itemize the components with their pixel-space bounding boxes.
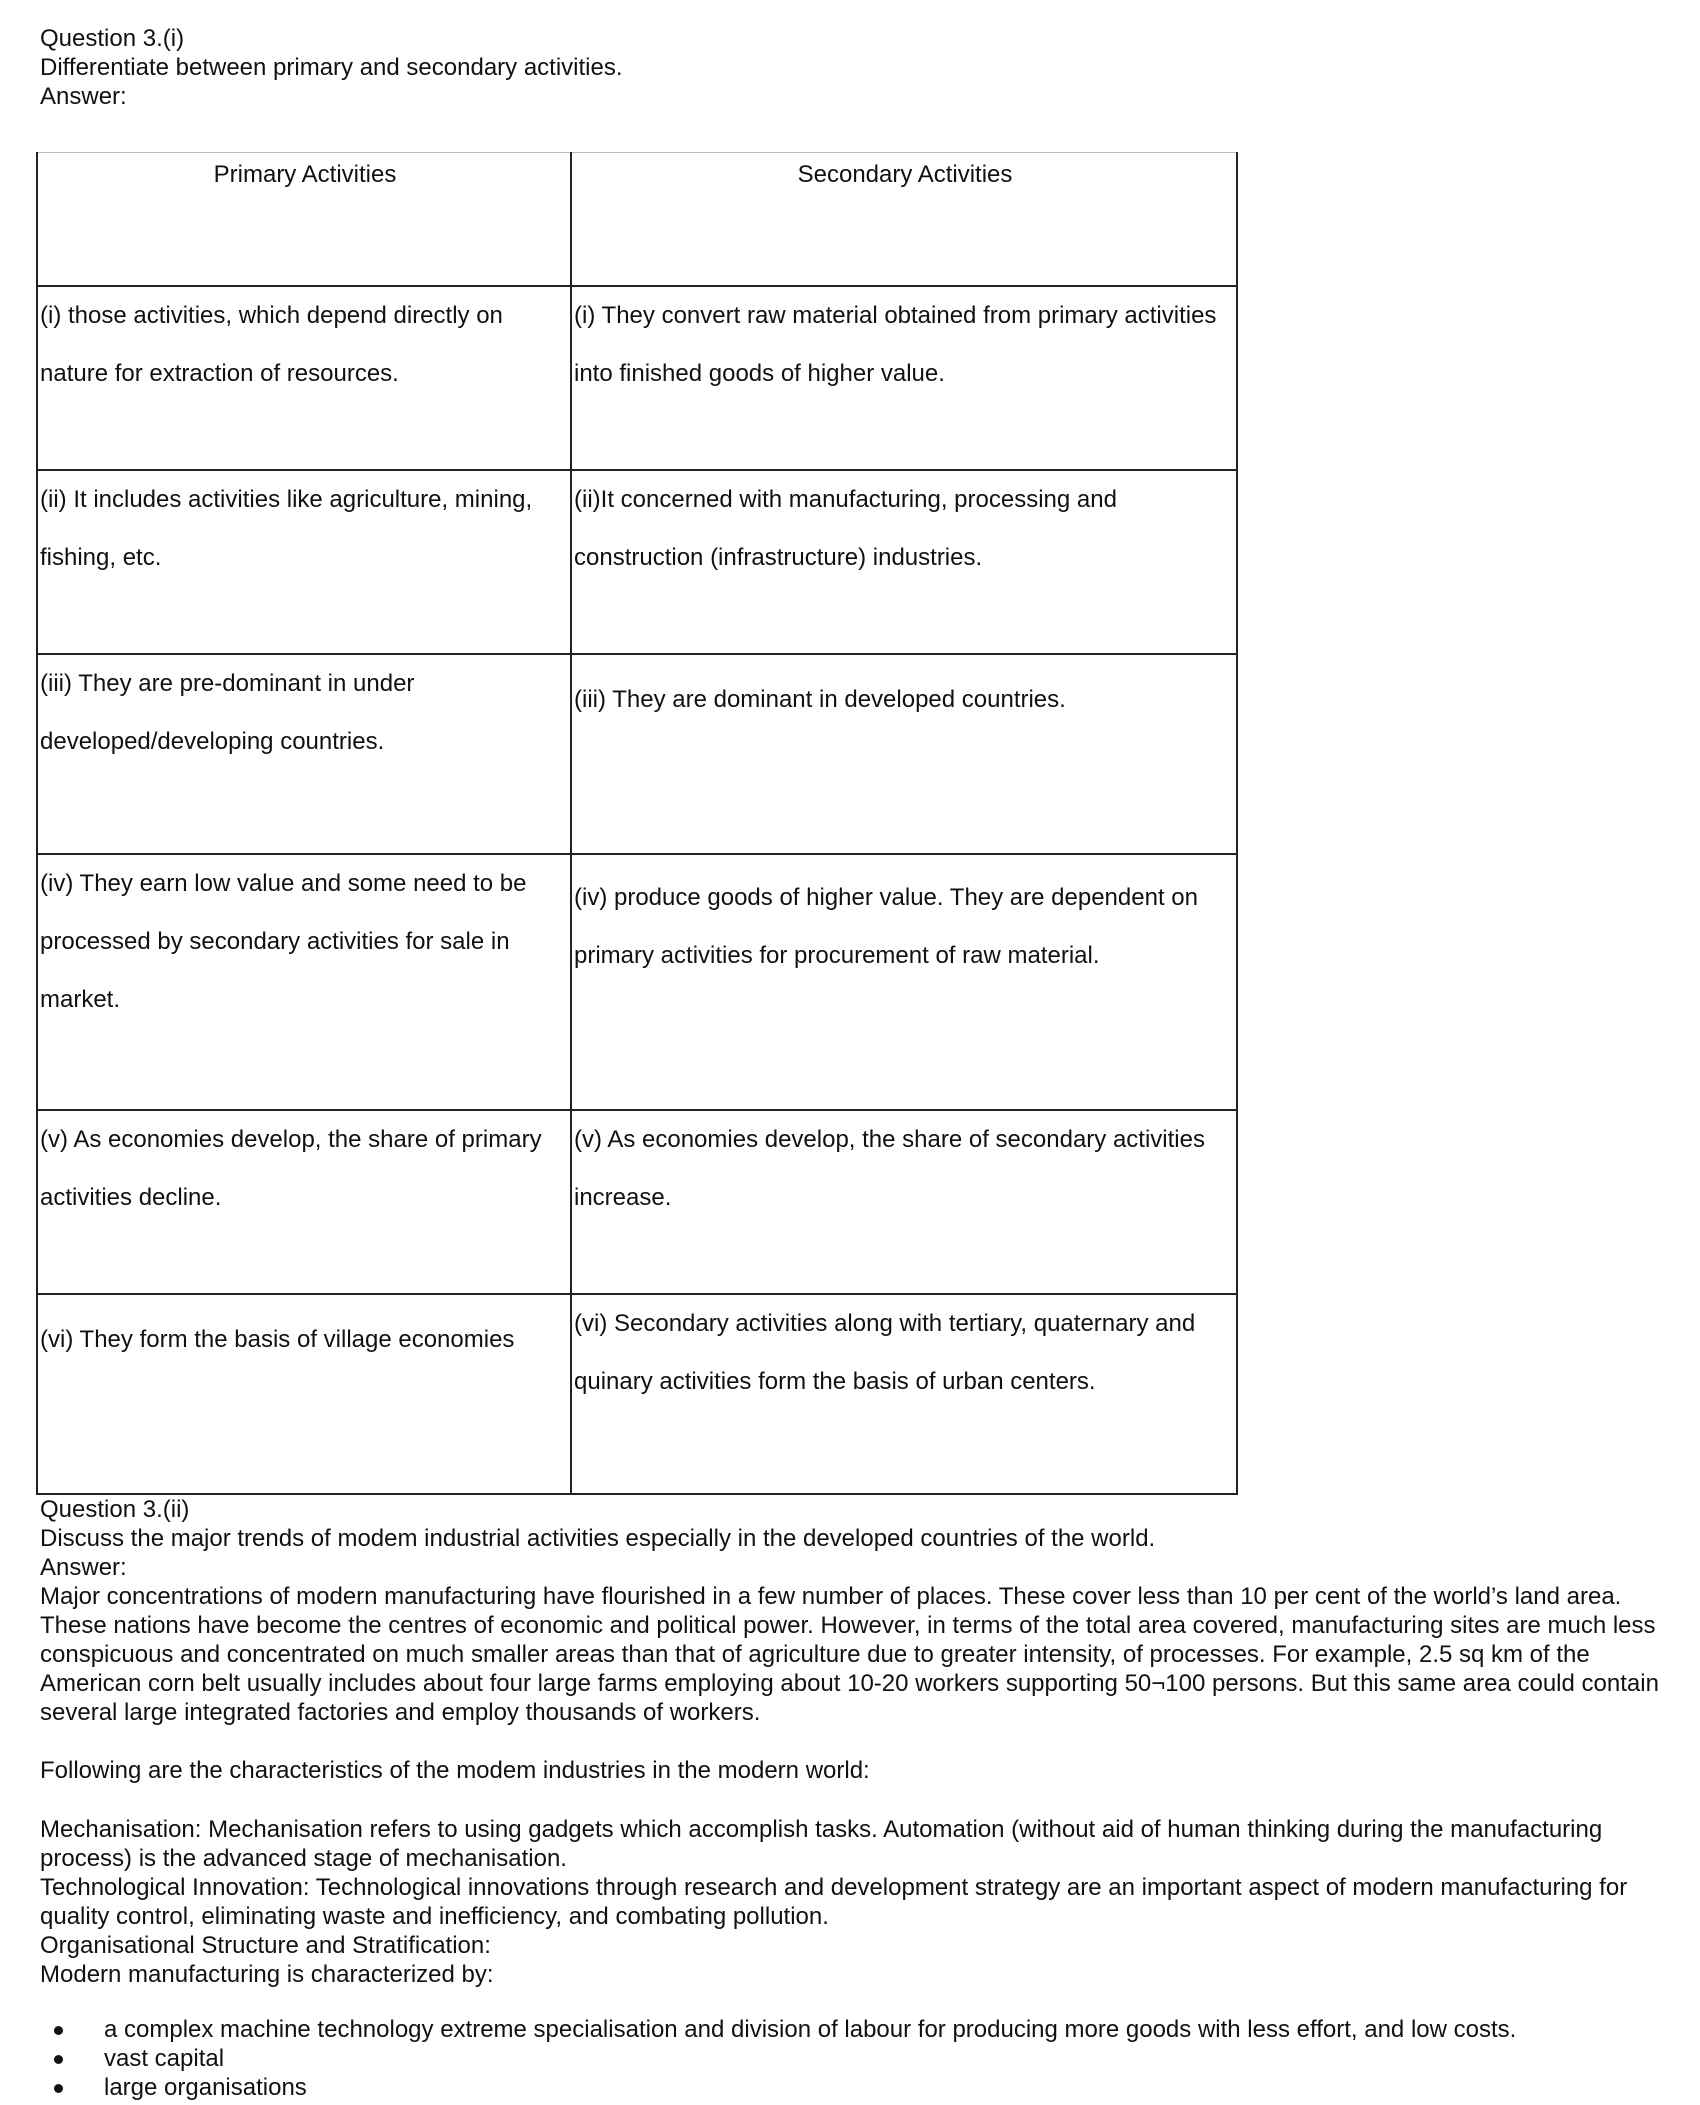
table-row (37, 654, 1237, 854)
table-cell-primary: (v) As economies develop, the share of primary activities decline. (40, 1126, 542, 1211)
table-cell-secondary: (i) They convert raw material obtained from primary activities into finished goods of higher value. (574, 302, 1217, 387)
table-cell-primary: (iv) They earn low value and some need to be processed by secondary activities for sale in market. (40, 870, 527, 1013)
answer-label: Answer: (40, 83, 127, 110)
question-text: Discuss the major trends of modem industrial activities especially in the developed countries of the world. (40, 1525, 1156, 1552)
header-secondary: Secondary Activities (571, 153, 1237, 287)
org-structure-heading: Organisational Structure and Stratification: (40, 1932, 491, 1959)
table-cell-secondary: (ii)It concerned with manufacturing, processing and construction (infrastructure) industries. (574, 486, 1117, 571)
table-header-row (37, 153, 1237, 287)
modern-manufacturing-intro: Modern manufacturing is characterized by: (40, 1961, 494, 1988)
table-cell-secondary: (iv) produce goods of higher value. They are dependent on primary activities for procurement of raw material. (574, 884, 1198, 969)
list-item (40, 2044, 1660, 2073)
list-item (40, 2073, 1660, 2102)
table-cell-primary: (vi) They form the basis of village economies (40, 1326, 515, 1353)
table-cell-secondary: (v) As economies develop, the share of secondary activities increase. (574, 1126, 1205, 1211)
question-title: Question 3.(ii) (40, 1496, 190, 1523)
table-row (37, 854, 1237, 1110)
mechanisation-text: Mechanisation: Mechanisation refers to using gadgets which accomplish tasks. Automation (without aid of human thinking during the manufacturing process) is the advanced stage of mechanisation. (40, 1816, 1603, 1872)
question-text: Differentiate between primary and secondary activities. (40, 54, 623, 81)
characteristics-intro: Following are the characteristics of the modem industries in the modern world: (40, 1757, 870, 1784)
table-cell-primary: (i) those activities, which depend directly on nature for extraction of resources. (40, 302, 503, 387)
comparison-table (36, 152, 1238, 1495)
question-2-section (40, 1495, 1660, 2102)
table-row (37, 470, 1237, 654)
bullet-icon (54, 2055, 63, 2064)
characteristics-list (40, 2015, 1660, 2102)
table-cell-primary: (iii) They are pre-dominant in under developed/developing countries. (40, 670, 415, 755)
bullet-icon (54, 2026, 63, 2035)
table-row (37, 1294, 1237, 1494)
table-row (37, 286, 1237, 470)
table-cell-secondary: (vi) Secondary activities along with tertiary, quaternary and quinary activities form the basis of urban centers. (574, 1310, 1196, 1395)
bullet-icon (54, 2084, 63, 2093)
question-title: Question 3.(i) (40, 25, 185, 52)
list-item-text: vast capital (104, 2045, 225, 2072)
document-page (40, 24, 1660, 2102)
table-row (37, 1110, 1237, 1294)
answer-paragraph: Major concentrations of modern manufacturing have flourished in a few number of places. These cover less than 10 per cent of the world’s land area. These nations have become the centres of economic and political power. However, in terms of the total area covered, manufacturing sites are much less conspicuous and concentrated on much smaller areas than that of agriculture due to greater intensity, of processes. For example, 2.5 sq km of the American corn belt usually includes about four large farms employing about 10-20 workers supporting 50¬100 persons. But this same area could contain several large integrated factories and employ thousands of workers. (40, 1583, 1659, 1726)
innovation-text: Technological Innovation: Technological innovations through research and development strategy are an important aspect of modern manufacturing for quality control, eliminating waste and inefficiency, and combating pollution. (40, 1874, 1628, 1930)
list-item-text: a complex machine technology extreme specialisation and division of labour for producing more goods with less effort, and low costs. (104, 2016, 1517, 2043)
list-item (40, 2015, 1660, 2044)
table-cell-secondary: (iii) They are dominant in developed countries. (574, 686, 1066, 713)
answer-label: Answer: (40, 1554, 127, 1581)
table-cell-primary: (ii) It includes activities like agriculture, mining, fishing, etc. (40, 486, 533, 571)
list-item-text: large organisations (104, 2074, 307, 2101)
header-primary: Primary Activities (37, 153, 571, 287)
